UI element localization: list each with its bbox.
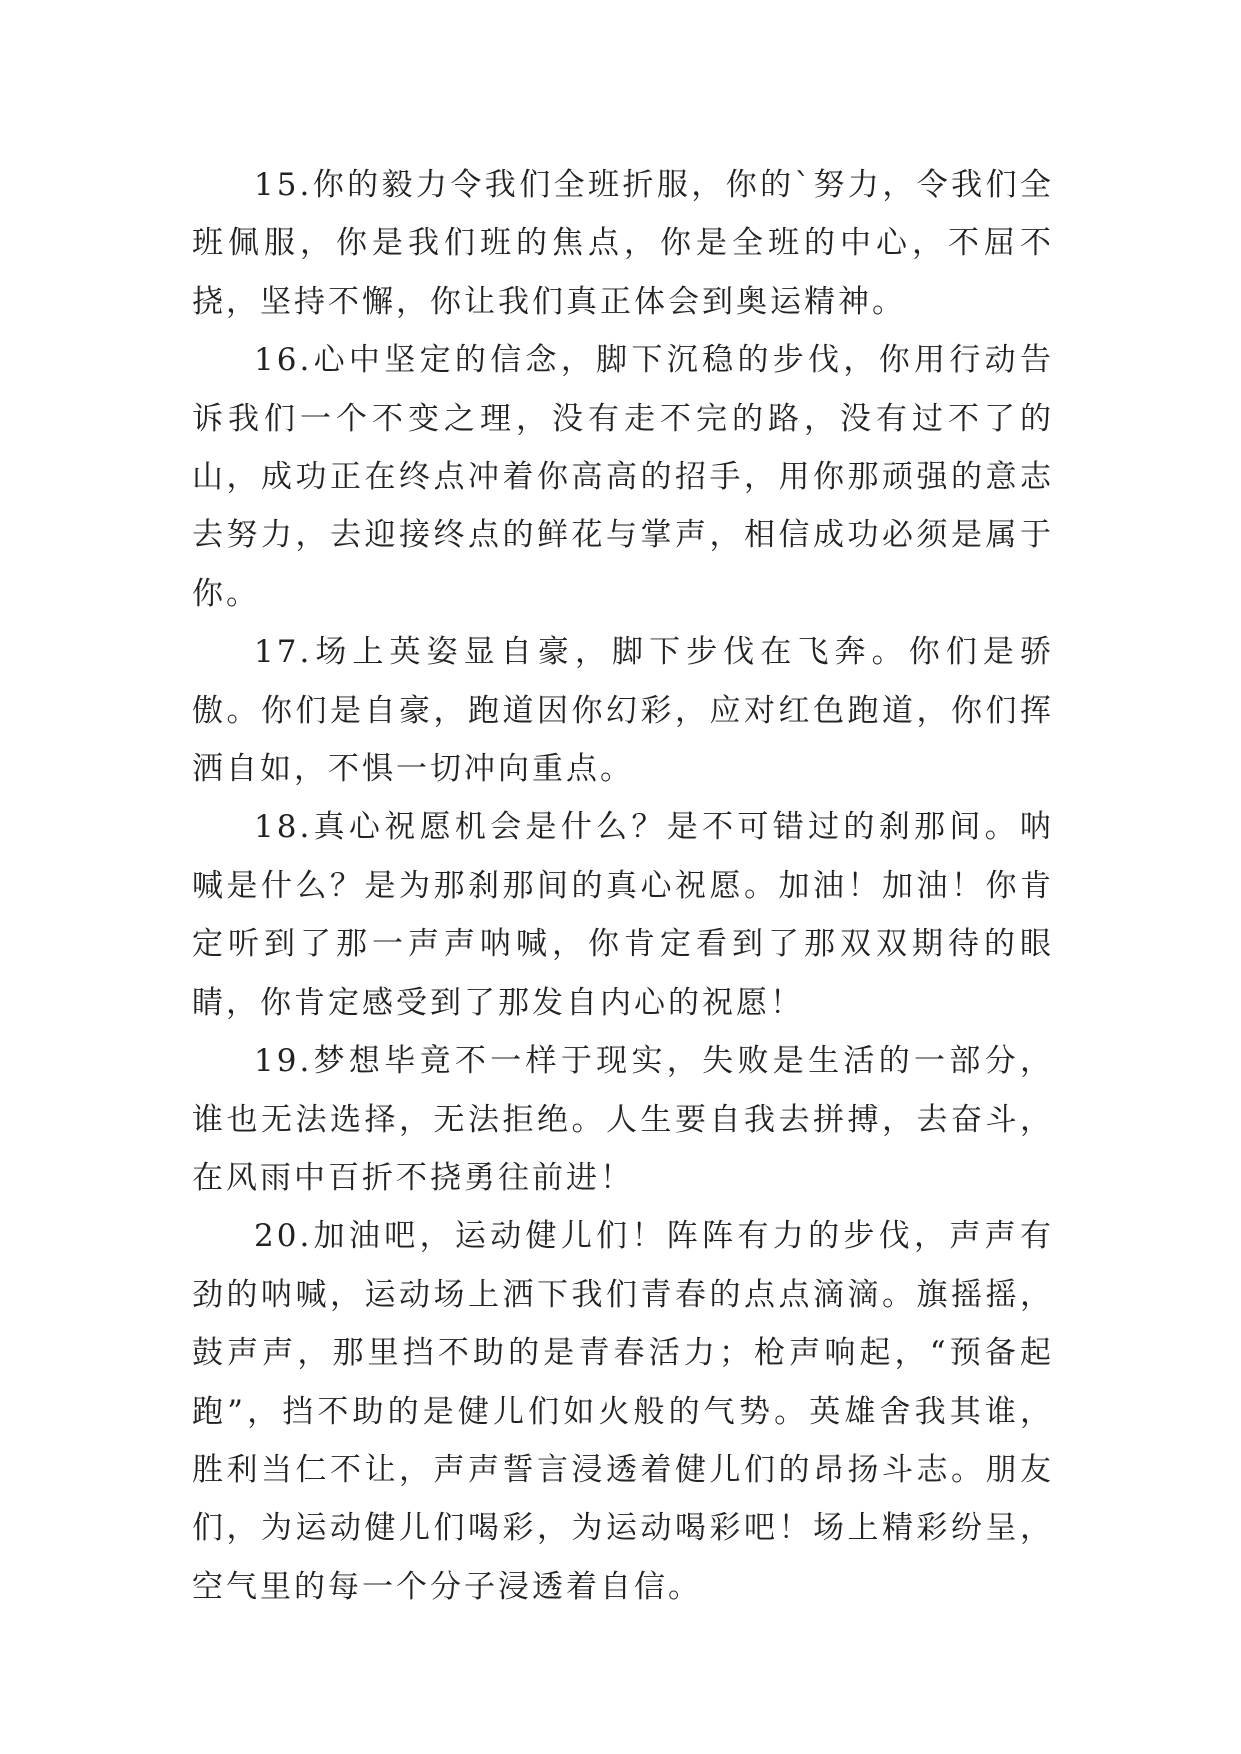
paragraph-15: 15.你的毅力令我们全班折服，你的`努力，令我们全班佩服，你是我们班的焦点，你是全班的中心，不屈不挠，坚持不懈，你让我们真正体会到奥运精神。	[192, 167, 1054, 320]
paragraph-19: 19.梦想毕竟不一样于现实，失败是生活的一部分，谁也无法选择，无法拒绝。人生要自我去拼搏，去奋斗，在风雨中百折不挠勇往前进！	[192, 1043, 1054, 1196]
document-body	[192, 156, 1054, 1616]
paragraph-16: 16.心中坚定的信念，脚下沉稳的步伐，你用行动告诉我们一个不变之理，没有走不完的路，没有过不了的山，成功正在终点冲着你高高的招手，用你那顽强的意志去努力，去迎接终点的鲜花与掌声，相信成功必须是属于你。	[192, 342, 1054, 612]
paragraph-20: 20.加油吧，运动健儿们！阵阵有力的步伐，声声有劲的呐喊，运动场上洒下我们青春的点点滴滴。旗摇摇，鼓声声，那里挡不助的是青春活力；枪声响起，“预备起跑”，挡不助的是健儿们如火般的气势。英雄舍我其谁，胜利当仁不让，声声誓言浸透着健儿们的昂扬斗志。朋友们，为运动健儿们喝彩，为运动喝彩吧！场上精彩纷呈，空气里的每一个分子浸透着自信。	[192, 1218, 1054, 1605]
paragraph-17: 17.场上英姿显自豪，脚下步伐在飞奔。你们是骄傲。你们是自豪，跑道因你幻彩，应对红色跑道，你们挥洒自如，不惧一切冲向重点。	[192, 634, 1054, 788]
paragraph-18: 18.真心祝愿机会是什么？是不可错过的刹那间。呐喊是什么？是为那刹那间的真心祝愿。加油！加油！你肯定听到了那一声声呐喊，你肯定看到了那双双期待的眼睛，你肯定感受到了那发自内心的祝愿！	[192, 809, 1054, 1021]
